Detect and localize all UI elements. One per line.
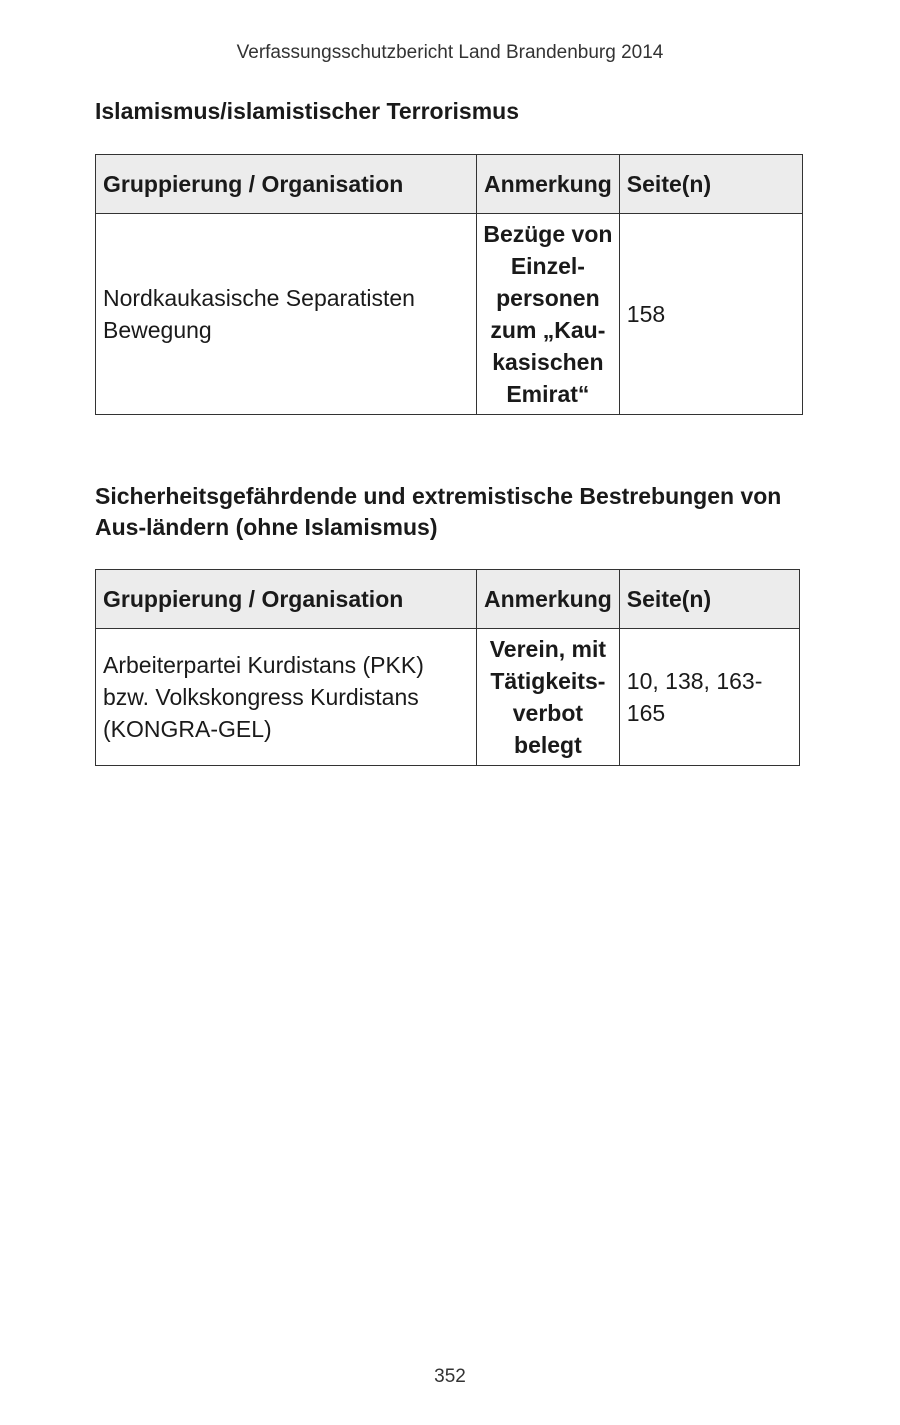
organisation-table-islamismus: [95, 154, 803, 415]
table-row: [96, 629, 800, 766]
section-title-islamismus: Islamismus/islamistischer Terrorismus: [95, 98, 519, 124]
column-header-seiten: Seite(n): [619, 570, 799, 629]
anmerkung-cell: Verein, mit Tätigkeits-verbot belegt: [477, 629, 620, 766]
column-header-anmerkung: Anmerkung: [477, 155, 620, 214]
table-header-row: [96, 570, 800, 629]
table-header-row: [96, 155, 803, 214]
page-number: 352: [434, 1366, 466, 1387]
anmerkung-cell: Bezüge von Einzel-personen zum „Kau-kasischen Emirat“: [477, 214, 620, 415]
column-header-organisation: Gruppierung / Organisation: [96, 155, 477, 214]
seiten-cell: 158: [619, 214, 802, 415]
organisation-cell: Arbeiterpartei Kurdistans (PKK) bzw. Volkskongress Kurdistans (KONGRA-GEL): [96, 629, 477, 766]
organisation-table-auslaender: [95, 569, 800, 766]
column-header-seiten: Seite(n): [619, 155, 802, 214]
seiten-cell: 10, 138, 163-165: [619, 629, 799, 766]
column-header-organisation: Gruppierung / Organisation: [96, 570, 477, 629]
organisation-cell: Nordkaukasische Separatisten Bewegung: [96, 214, 477, 415]
column-header-anmerkung: Anmerkung: [477, 570, 620, 629]
running-header: Verfassungsschutzbericht Land Brandenburg 2014: [236, 42, 664, 63]
section-title-auslaender: Sicherheitsgefährdende und extremistische Bestrebungen von Aus-ländern (ohne Islamismus): [95, 483, 782, 540]
table-row: [96, 214, 803, 415]
